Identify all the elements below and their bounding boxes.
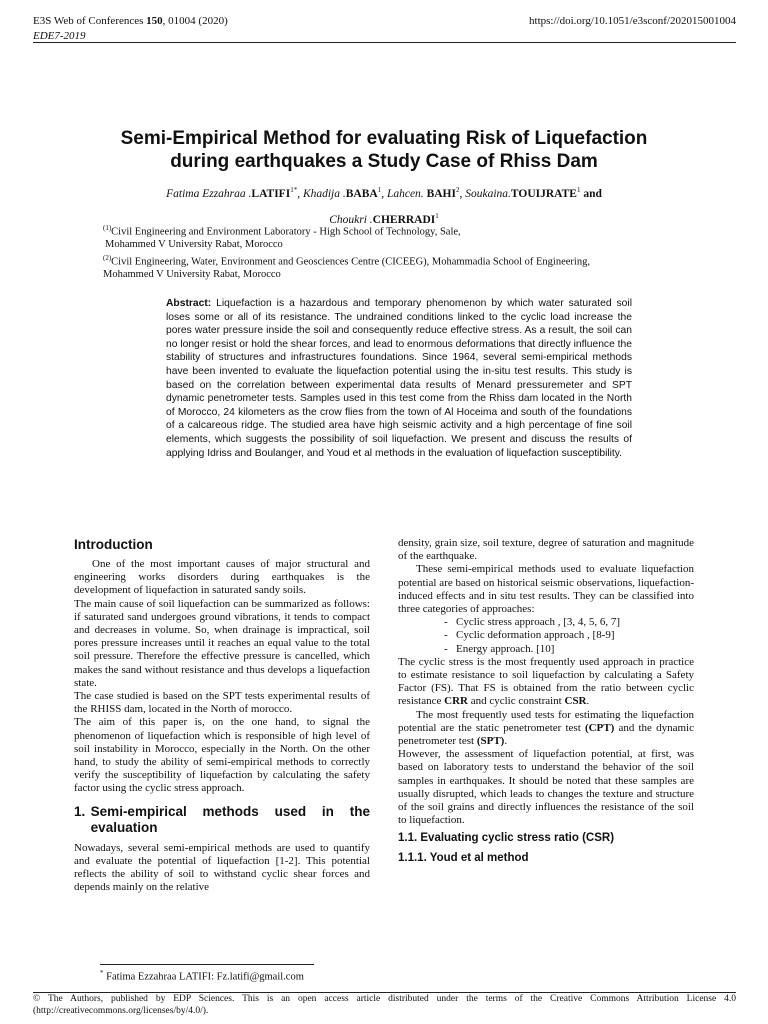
list-item: - Cyclic stress approach , [3, 4, 5, 6, 7] [444,616,621,629]
author-5-surname: CHERRADI [372,213,436,226]
affil-2-line-1: Civil Engineering, Water, Environment and Geosciences Centre (CICEEG), Mohammadia School of Engineering, [111,256,590,267]
title-line-2: during earthquakes a Study Case of Rhiss Dam [170,151,598,172]
right-paragraph-3: The cyclic stress is the most frequently used approach in practice to estimate resistance to soil liquefaction by calculating a Safety Factor (FS). That FS is obtained from the ratio between cyclic resistance CRR and cyclic constraint CSR. [398,655,694,708]
intro-paragraph-2: The main cause of soil liquefaction can be summarized as follows: if saturated sand undergoes ground vibrations, it tends to compact and decreases in volume. So, when drainage is impractical, soil pores pressure increases until it reaches an equal value to the total soil pressure. Therefore the effective pressure is cancelled, which makes the sand without resistance and thus develops a liquefaction state. [74,597,370,689]
subsection-1-1-heading: 1.1. Evaluating cyclic stress ratio (CSR) [398,832,615,845]
author-4-given: Soukaina. [465,187,511,200]
author-1-affil: 1* [290,186,298,194]
author-3-surname: BAHI [426,187,456,200]
abstract [166,297,632,460]
header-divider [33,42,736,43]
affil-2-mark: (2) [103,253,112,262]
left-column [74,537,370,894]
author-2-given: Khadija . [302,187,346,200]
author-conjunction: and [583,187,602,200]
corresponding-author-footnote [100,966,304,985]
author-1-surname: LATIFI [251,187,291,200]
footnote-mark: * [100,969,104,977]
subsection-1-1-1-heading: 1.1.1. Youd et al method [398,852,529,865]
author-3-affil: 2 [455,186,460,194]
author-list: Fatima Ezzahraa $.LATIFI^{1*}$, Khadija .BABA$^1$, Lahcen. BAHI$^2$, Soukaina.TOUIJRATE$^1$ and Choukri .CHERRADI$^1$ [166,186,602,226]
author-4-affil: 1 [576,186,581,194]
right-column [398,537,694,865]
section-1-title: Semi-empirical methods used in the evaluation [90,803,370,835]
list-item: - Energy approach. [10] [444,642,555,655]
running-header [33,14,228,44]
spt-term: (SPT) [476,735,505,748]
footnote-text: Fatima Ezzahraa LATIFI: Fz.latifi@gmail.com [103,971,304,983]
footer-divider [33,992,736,993]
intro-paragraph-3: The case studied is based on the SPT tests experimental results of the RHISS dam, located in the North of morocco. [74,690,370,716]
abstract-text: Liquefaction is a hazardous and temporary phenomenon by which water saturated soil loses some or all of its resistance. The undrained conditions linked to the cyclic load increase the pores water pressure inside the soil and consequently reduce effective stress. As a result, the soil can no longer resist or hold the shear forces, and lead to enormous deformations that directly influence the stability of structures and infrastructures foundations. Since 1964, several semi-empirical methods have been invented to evaluate the liquefaction potential using the in-situ test results. This study is based on the correlation between experimental data results of Menard pressuremeter and SPT dynamic penetrometer tests. Samples used in this test come from the Rhiss dam located in the North of Morocco, 24 kilometers as the crow flies from the town of Al Hoceima and south of the foundations of a calcareous ridge. The studied area have high seismic activity and a high percentage of fine soil elements, which suggests the possibility of soil liquefaction. We present and discuss the results of applying Idriss and Boulanger, and Youd et al methods in the evaluation of liquefaction susceptibility. [166,298,632,459]
author-4-surname: TOUIJRATE [510,187,577,200]
section-1-paragraph: Nowadays, several semi-empirical methods are used to quantify and evaluate the potential of liquefaction [1-2]. This potential reflects the ability of soil to withstand cyclic shear forces and depends mainly on the relative [74,841,370,894]
right-paragraph-4: The most frequently used tests for estimating the liquefaction potential are the static penetrometer test (CPT) and the dynamic penetrometer test (SPT). [398,708,694,748]
doi-link[interactable]: https://doi.org/10.1051/e3sconf/202015001004 [529,15,736,27]
journal-volume: 150 [146,15,163,27]
author-1-given: Fatima Ezzahraa . [166,187,252,200]
cpt-term: (CPT) [584,721,615,734]
author-5-given: Choukri . [329,213,373,226]
list-item: - Cyclic deformation approach , [8-9] [444,629,615,642]
csr-term: CSR [564,695,587,708]
right-paragraph-5: However, the assessment of liquefaction potential, at first, was based on laboratory tests to understand the behavior of the soil samples in earthquakes. It should be noted that these samples are usually disrupted, which leads to changes the texture and structure of the soil grains and directly influences the resistance of the soil to liquefaction. [398,748,694,827]
article-number: , 01004 (2020) [162,15,228,27]
author-5-affil: 1 [435,211,439,220]
affil-1-mark: (1) [103,224,112,232]
introduction-heading: Introduction [74,537,153,552]
affil-1-line-2: Mohammed V University Rabat, Morocco [105,239,283,250]
paper-title [0,127,768,173]
author-2-affil: 1 [377,186,382,194]
abstract-label: Abstract: [166,298,212,309]
affiliations [103,222,683,281]
crr-term: CRR [444,695,468,708]
affil-1-line-1: Civil Engineering and Environment Laboratory - High School of Technology, Sale, [111,226,461,238]
title-line-1: Semi-Empirical Method for evaluating Risk of Liquefaction [120,128,648,149]
section-1-heading [74,804,370,836]
license-footer: © The Authors, published by EDP Sciences. This is an open access article distributed under the terms of the Creative Commons Attribution License 4.0 (http://creativecommons.org/licenses/by/4.0/). [33,994,736,1016]
author-3-given: Lahcen. [386,187,427,200]
footnote-divider [100,964,314,965]
right-paragraph-2: These semi-empirical methods used to evaluate liquefaction potential are based on historical seismic observations, liquefaction-induced effects and in situ test results. They can be classified into three categories of approaches: [398,563,694,616]
conference-name: EDE7-2019 [33,30,86,42]
intro-paragraph-4: The aim of this paper is, on the one hand, to signal the phenomenon of liquefaction which is responsible of high level of soil instability in Morocco, especially in the North. On the other hand, to study the ability of semi-empirical methods to correctly verify the susceptibility of liquefaction by calculating the safety factor using the cyclic stress approach. [74,716,370,795]
journal-name: E3S Web of Conferences [33,15,144,27]
intro-paragraph-1: One of the most important causes of major structural and engineering works disorders during earthquakes is the development of liquefaction in saturated sandy soils. [74,558,370,597]
author-2-surname: BABA [345,187,378,200]
affil-2-line-2: Mohammed V University Rabat, Morocco [103,268,281,280]
right-paragraph-1: density, grain size, soil texture, degree of saturation and magnitude of the earthquake. [398,537,694,563]
section-1-number: 1. [74,803,86,819]
